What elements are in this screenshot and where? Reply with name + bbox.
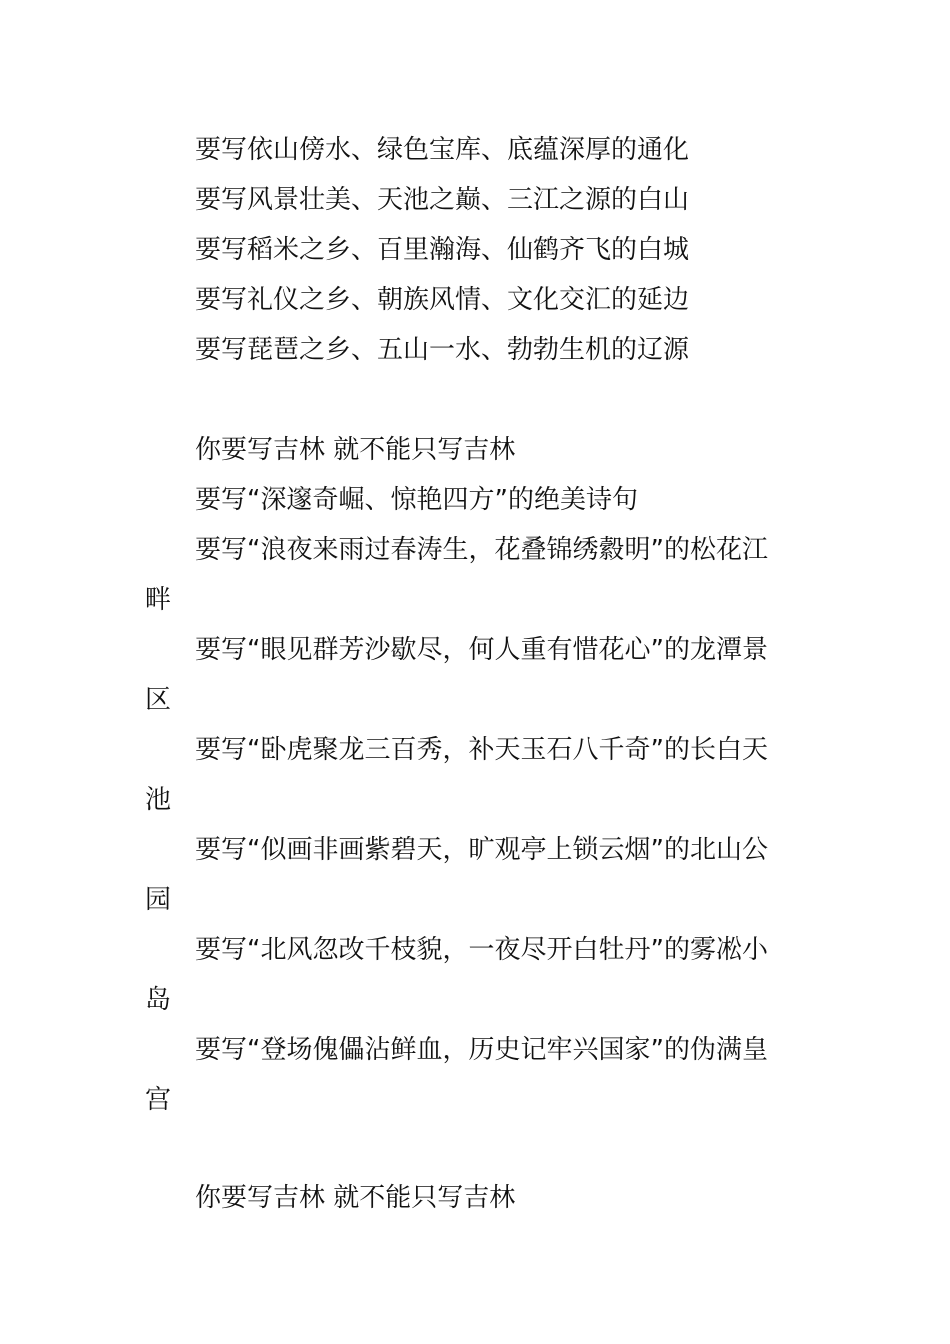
poem-line: 要写风景壮美、天池之巅、三江之源的白山	[195, 185, 690, 215]
poem-line-wrap: 畔	[145, 585, 172, 615]
poem-line: 要写稻米之乡、百里瀚海、仙鹤齐飞的白城	[195, 235, 690, 265]
poem-line: 要写“似画非画紫碧天，旷观亭上锁云烟”的北山公	[195, 835, 768, 865]
poem-line: 要写琵琶之乡、五山一水、勃勃生机的辽源	[195, 335, 690, 365]
poem-line: 要写依山傍水、绿色宝库、底蕴深厚的通化	[195, 135, 690, 165]
poem-line: 要写“眼见群芳沙歇尽，何人重有惜花心”的龙潭景	[195, 635, 768, 665]
poem-line: 要写礼仪之乡、朝族风情、文化交汇的延边	[195, 285, 690, 315]
poem-line-wrap: 池	[145, 785, 172, 815]
poem-line: 要写“深邃奇崛、惊艳四方”的绝美诗句	[195, 485, 638, 515]
poem-line: 要写“卧虎聚龙三百秀，补天玉石八千奇”的长白天	[195, 735, 768, 765]
poem-line: 要写“登场傀儡沾鲜血，历史记牢兴国家”的伪满皇	[195, 1035, 768, 1065]
poem-line-wrap: 区	[145, 685, 172, 715]
poem-line-wrap: 岛	[145, 985, 172, 1015]
poem-line-wrap: 园	[145, 885, 172, 915]
poem-line-wrap: 宫	[145, 1085, 172, 1115]
poem-line: 要写“浪夜来雨过春涛生，花叠锦绣縠明”的松花江	[195, 535, 768, 565]
refrain-line: 你要写吉林 就不能只写吉林	[195, 435, 516, 465]
refrain-line: 你要写吉林 就不能只写吉林	[195, 1183, 516, 1213]
poem-line: 要写“北风忽改千枝貌，一夜尽开白牡丹”的雾凇小	[195, 935, 768, 965]
